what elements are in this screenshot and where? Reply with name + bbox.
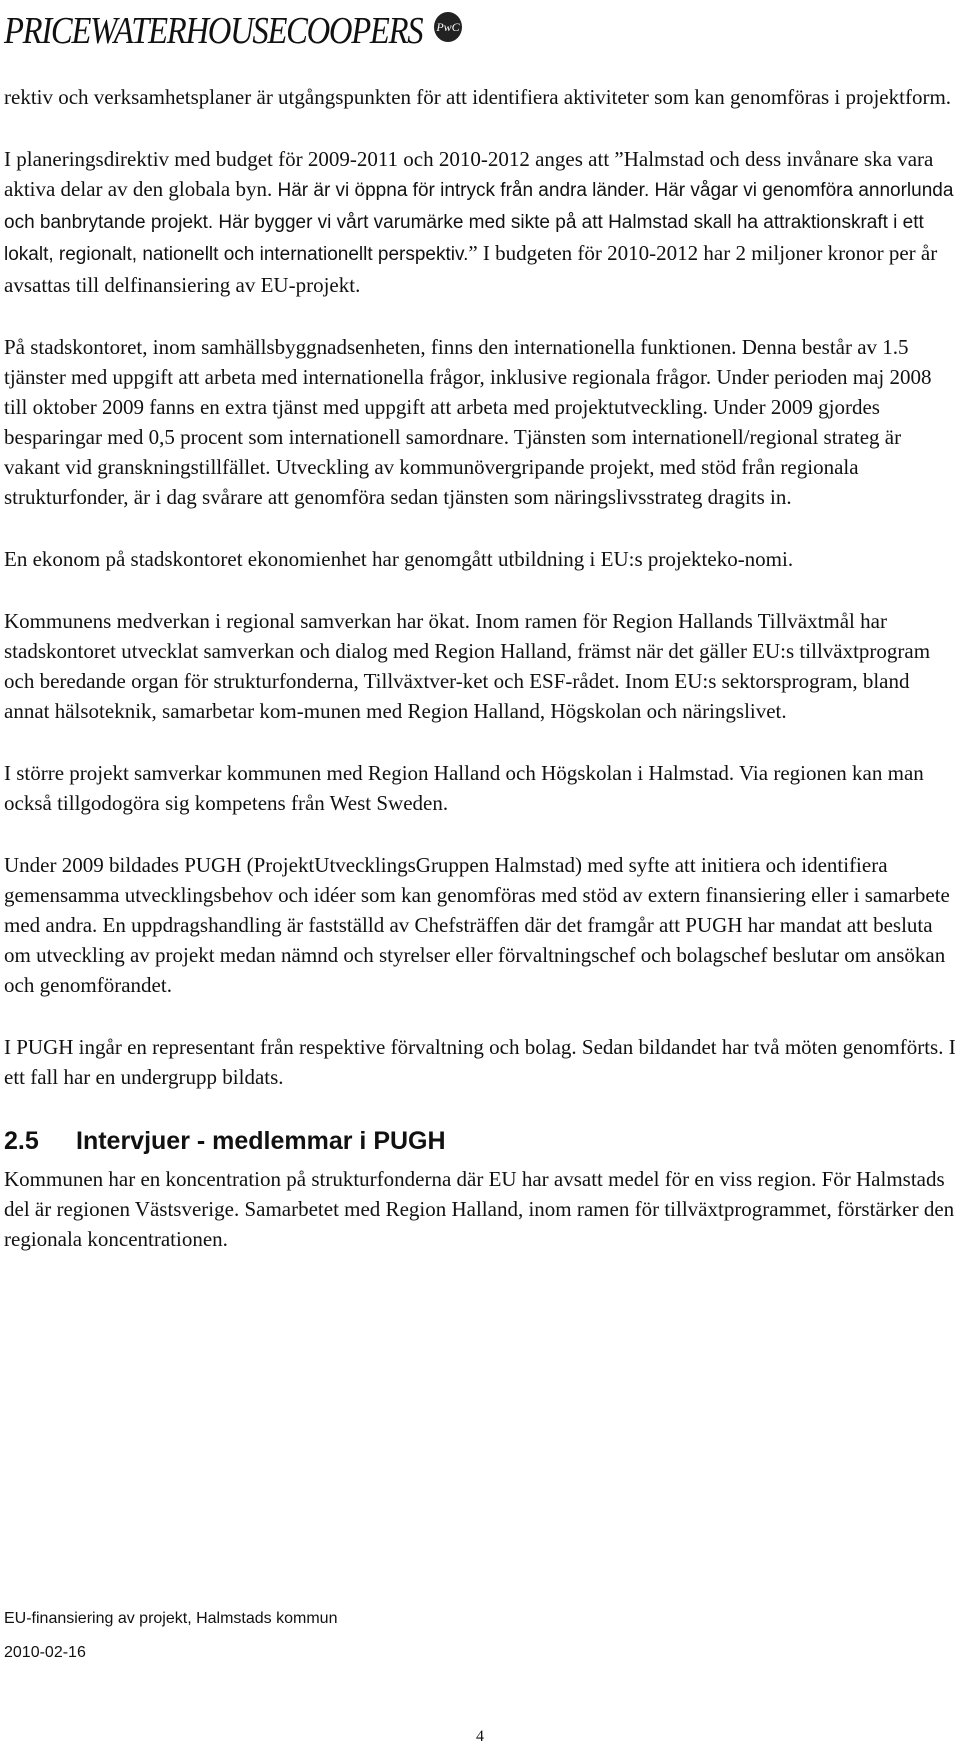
section-heading — [4, 1124, 956, 1158]
logo-seal-icon: PwC — [434, 12, 462, 42]
quoted-text: Här är vi öppna för intryck från andra länder. Här vågar vi genomföra annorlunda och banbrytande projekt. Här bygger vi vårt varumärke med sikte på att Halmstad skall ha attraktionskraft i ett lokalt, regionalt, nationellt och internationellt perspektiv. — [4, 180, 954, 265]
footer-date: 2010-02-16 — [4, 1644, 86, 1661]
paragraph: I större projekt samverkar kommunen med Region Halland och Högskolan i Halmstad. Via regionen kan man också tillgodogöra sig kompetens från West Sweden. — [4, 761, 924, 815]
paragraph: I PUGH ingår en representant från respektive förvaltning och bolag. Sedan bildandet har två möten genomförts. I ett fall har en undergrupp bildats. — [4, 1035, 956, 1089]
paragraph: Kommunens medverkan i regional samverkan har ökat. Inom ramen för Region Hallands Tillväxtmål har stadskontoret utvecklat samverkan och dialog med Region Halland, främst när det gäller EU:s tillväxtprogram och beredande organ för strukturfonderna, Tillväxtver-ket och ESF-rådet. Inom EU:s sektorsprogram, bland annat hälsoteknik, samarbetar kom-munen med Region Halland, Högskolan och näringslivet. — [4, 609, 931, 723]
paragraph-text: På stadskontoret, inom samhällsbyggnadsenheten, finns den internationella funktionen. Denna består av 1.5 tjänster med uppgift att arbeta med internationella frågor, inklusive regionala frågor. — [4, 335, 909, 389]
paragraph-text: ” I budgeten för 2010-2012 har 2 miljoner kronor per år avsattas till delfinansiering av EU-projekt. — [4, 241, 938, 297]
section-number: 2.5 — [4, 1127, 39, 1155]
pwc-logo — [4, 2, 459, 60]
section-title: Intervjuer - medlemmar i PUGH — [76, 1127, 446, 1155]
paragraph-text: I planeringsdirektiv med budget för 2009-2011 och 2010-2012 anges att ”Halmstad och dess invånare ska vara aktiva delar av den globala byn. — [4, 147, 934, 201]
paragraph — [4, 332, 956, 512]
document-body — [4, 82, 956, 1286]
paragraph: En ekonom på stadskontoret ekonomienhet har genomgått utbildning i EU:s projekteko-nomi. — [4, 547, 794, 571]
paragraph: rektiv och verksamhetsplaner är utgångspunkten för att identifiera aktiviteter som kan genomföras i projektform. — [4, 85, 952, 109]
paragraph: Under 2009 bildades PUGH (ProjektUtvecklingsGruppen Halmstad) med syfte att initiera och identifiera gemensamma utvecklingsbehov och idéer som kan genomföras med stöd av extern finansiering eller i samarbete med andra. En uppdragshandling är fastställd av Chefsträffen där det framgår att PUGH har mandat att besluta om utveckling av projekt medan nämnd och styrelser eller förvaltningschef och bolagschef beslutar om ansökan och genomförandet. — [4, 853, 950, 997]
page-number: 4 — [476, 1728, 484, 1745]
logo-wordmark: PRICEWATERHOUSECOOPERS — [4, 10, 423, 52]
footer-document-title: EU-finansiering av projekt, Halmstads kommun — [4, 1610, 338, 1627]
paragraph — [4, 144, 956, 300]
paragraph: Kommunen har en koncentration på strukturfonderna där EU har avsatt medel för en viss region. För Halmstads del är regionen Västsverige. Samarbetet med Region Halland, inom ramen för tillväxtprogrammet, förstärker den regionala koncentrationen. — [4, 1167, 955, 1251]
paragraph-text: Under perioden maj 2008 till oktober 2009 fanns en extra tjänst med uppgift att arbeta med projektutveckling. Under 2009 gjordes besparingar med 0,5 procent som internationell samordnare. Tjänsten som internationell/regional strateg är vakant vid granskningstillfället. Utveckling av kommunövergripande projekt, med stöd från regionala strukturfonder, är i dag svårare att genomföra sedan tjänsten som näringslivsstrateg dragits in. — [4, 365, 932, 509]
